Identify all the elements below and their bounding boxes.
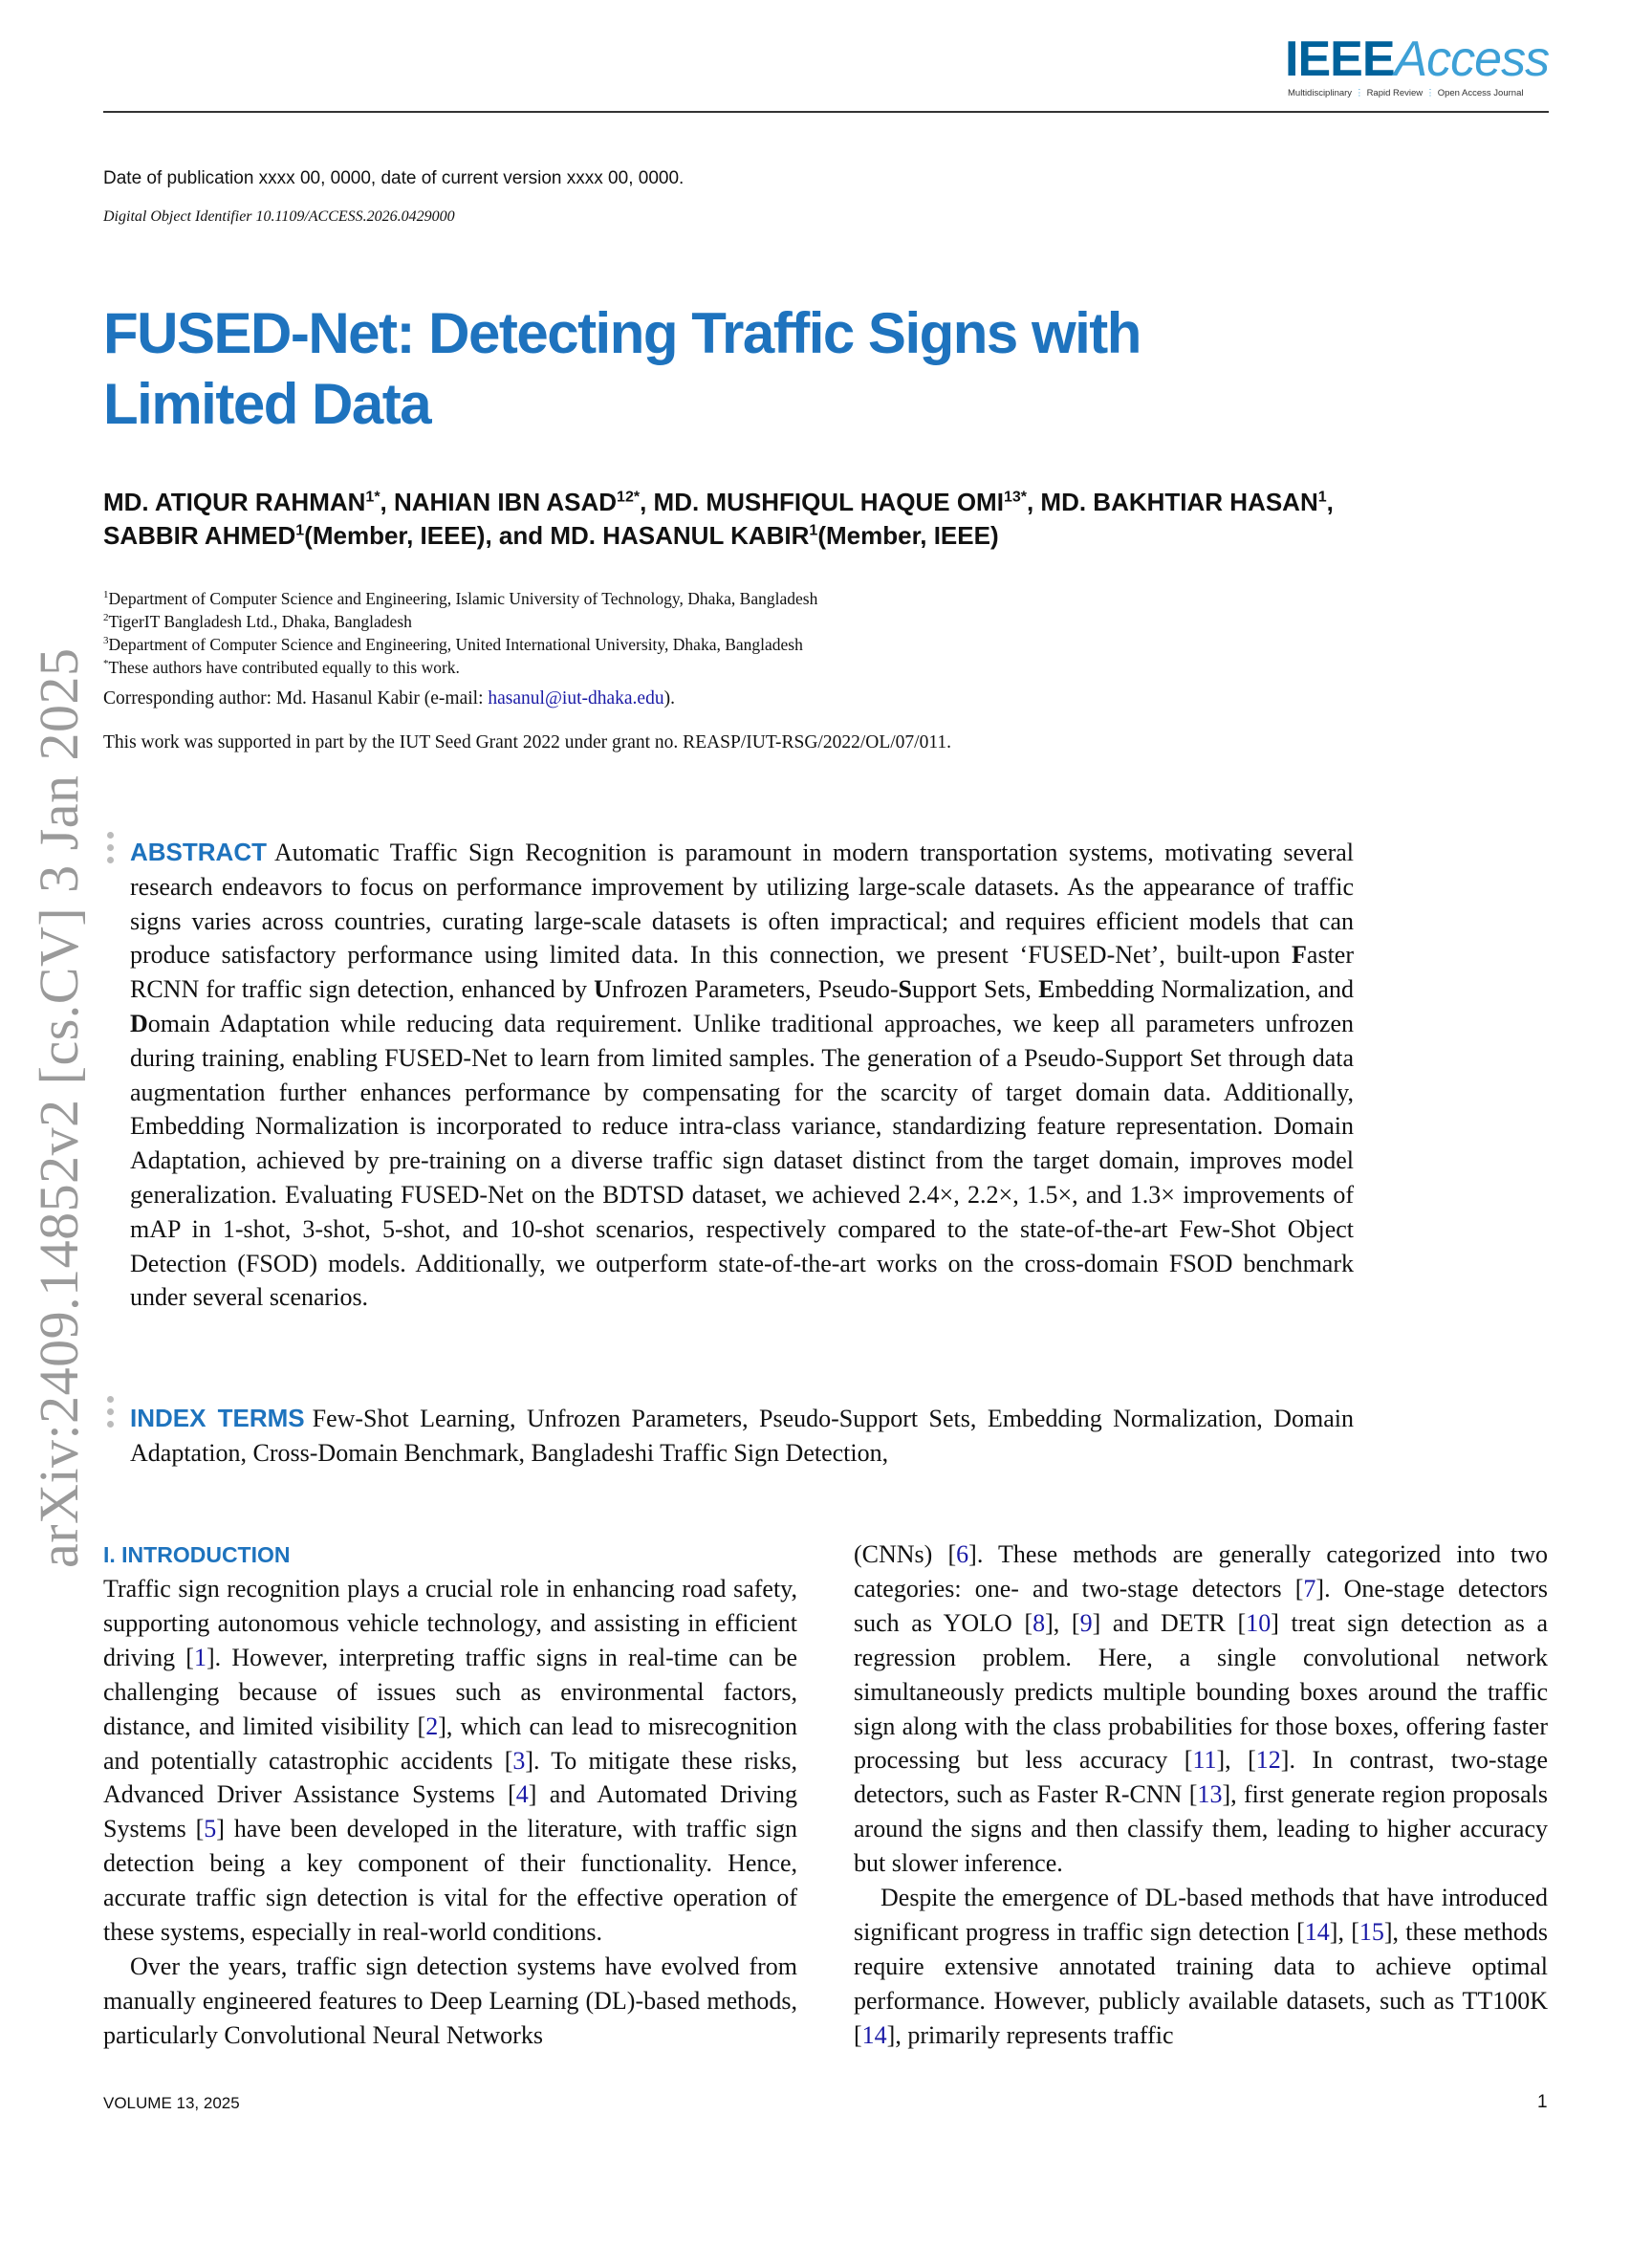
- author-name: MD. HASANUL KABIR: [550, 521, 810, 550]
- citation-link[interactable]: 13: [1197, 1780, 1223, 1809]
- doi: Digital Object Identifier 10.1109/ACCESS.2026.0429000: [103, 208, 455, 225]
- author-affil-marker: 13*: [1003, 489, 1027, 506]
- affiliation-line: [103, 633, 1346, 656]
- affiliation-text: TigerIT Bangladesh Ltd., Dhaka, Bangladesh: [108, 612, 412, 631]
- author-name: MD. ATIQUR RAHMAN: [103, 488, 366, 516]
- author-name: MD. MUSHFIQUL HAQUE OMI: [653, 488, 1004, 516]
- text-run: Over the years, traffic sign detection systems have evolved from manually engineered features to Deep Learning (DL)-based methods, particularly Convolutional Neural Networks: [103, 1952, 797, 2049]
- text-run: ]. To mitigate these risks, Advanced Driver Assistance Systems [: [103, 1746, 798, 1809]
- text-run: ], [: [1329, 1917, 1359, 1946]
- text-run: ], first generate region proposals around the signs and then classify them, leading to higher accuracy but slower inference.: [854, 1780, 1548, 1878]
- author-name: SABBIR AHMED: [103, 521, 296, 550]
- author-separator: (Member, IEEE): [817, 521, 999, 550]
- right-column: [854, 1537, 1548, 2053]
- paragraph: [854, 1537, 1548, 1881]
- affiliation-marker: *: [103, 658, 109, 670]
- funding-note: This work was supported in part by the IUT Seed Grant 2022 under grant no. REASP/IUT-RSG/2022/OL/07/011.: [103, 732, 951, 752]
- paragraph: [854, 1881, 1548, 2053]
- logo-tagline: Multidisciplinary ⋮ Rapid Review ⋮ Open Access Journal: [1288, 88, 1524, 98]
- left-column-body: [103, 1572, 797, 2053]
- right-column-body: [854, 1537, 1548, 2053]
- affiliation-line: [103, 587, 1346, 610]
- logo-wordmark: IEEEAccess: [1285, 32, 1550, 87]
- citation-link[interactable]: 9: [1079, 1608, 1093, 1637]
- text-run: ] and Automated Driving Systems [: [103, 1780, 797, 1843]
- paragraph: [103, 1950, 797, 2053]
- text-run: upport Sets,: [911, 975, 1039, 1004]
- author-affil-marker: 1: [1317, 489, 1327, 506]
- header-rule: [103, 111, 1549, 113]
- citation-link[interactable]: 8: [1032, 1608, 1046, 1637]
- citation-link[interactable]: 14: [861, 2020, 887, 2049]
- acronym-letter: D: [130, 1009, 148, 1037]
- text-run: omain Adaptation while reducing data requirement. Unlike traditional approaches, we keep all parameters unfrozen during training, enabling FUSED-Net to learn from limited samples. The generation of a Pseudo-Support Set through data augmentation further enhances performance by compensating for the scarcity of target domain data. Additionally, Embedding Normalization is incorporated to reduce intra-class variance, standardizing feature representation. Domain Adaptation, achieved by pre-training on a diverse traffic sign dataset distinct from the target domain, improves model generalization. Evaluating FUSED-Net on the BDTSD dataset, we achieved 2.4×, 2.2×, 1.5×, and 1.3× improvements of mAP in 1-shot, 3-shot, 5-shot, and 10-shot scenarios, respectively compared to the state-of-the-art Few-Shot Object Detection (FSOD) models. Additionally, we outperform state-of-the-art works on the cross-domain FSOD benchmark under several scenarios.: [130, 1009, 1354, 1312]
- index-terms-text: Few-Shot Learning, Unfrozen Parameters, Pseudo-Support Sets, Embedding Normalization, Domain Adaptation, Cross-Domain Benchmark, Bangladeshi Traffic Sign Detection,: [130, 1405, 1354, 1467]
- citation-link[interactable]: 7: [1303, 1574, 1316, 1603]
- ieee-access-logo: [1285, 32, 1550, 109]
- index-terms-label: INDEX TERMS: [130, 1404, 305, 1432]
- author-separator: (Member, IEEE), and: [304, 521, 551, 550]
- text-run: Automatic Traffic Sign Recognition is paramount in modern transportation systems, motivating several research endeavors to focus on performance improvement by utilizing large-scale datasets. As the appearance of traffic signs varies across countries, curating large-scale datasets is often impractical; and requires efficient models that can produce satisfactory performance using limited data. In this connection, we present ‘FUSED-Net’, built-upon: [130, 839, 1354, 970]
- text-run: aster RCNN for traffic sign detection, enhanced by: [130, 941, 1354, 1004]
- text-run: ], these methods require extensive annotated training data to achieve optimal performance. However, publicly available datasets, such as TT100K [: [854, 1917, 1549, 2049]
- text-run: ]. In contrast, two-stage detectors, such as Faster R-CNN [: [854, 1746, 1548, 1809]
- acronym-letter: S: [898, 975, 912, 1004]
- text-run: Traffic sign recognition plays a crucial role in enhancing road safety, supporting autonomous vehicle technology, and assisting in efficient driving [: [103, 1575, 797, 1671]
- citation-link[interactable]: 10: [1246, 1608, 1272, 1637]
- corresponding-author: Corresponding author: Md. Hasanul Kabir (e-mail: hasanul@iut-dhaka.edu).: [103, 688, 675, 709]
- author-separator: ,: [1026, 488, 1041, 516]
- text-run: ]. These methods are generally categorized into two categories: one- and two-stage detectors [: [854, 1540, 1548, 1603]
- text-run: ], which can lead to misrecognition and potentially catastrophic accidents [: [103, 1712, 798, 1775]
- footer-volume: VOLUME 13, 2025: [103, 2094, 240, 2112]
- text-run: ], primarily represents traffic: [886, 2020, 1174, 2049]
- index-terms-dots-decoration: [107, 1396, 115, 1433]
- text-run: ] treat sign detection as a regression problem. Here, a single convolutional network simultaneously predicts multiple bounding boxes around the traffic sign along with the class probabilities for those boxes, offering faster processing but less accuracy [: [854, 1608, 1548, 1775]
- page-number: 1: [1537, 2092, 1548, 2112]
- citation-link[interactable]: 15: [1359, 1917, 1384, 1946]
- author-separator: ,: [1326, 488, 1334, 516]
- affiliation-marker: 1: [103, 589, 109, 601]
- text-run: mbedding Normalization, and: [1054, 975, 1354, 1004]
- acronym-letter: U: [594, 975, 612, 1004]
- text-run: ], [: [1216, 1746, 1256, 1775]
- affiliation-text: Department of Computer Science and Engineering, United International University, Dhaka, Bangladesh: [108, 635, 803, 654]
- text-run: Despite the emergence of DL-based methods that have introduced significant progress in traffic sign detection [: [854, 1884, 1548, 1946]
- paragraph: [103, 1572, 797, 1950]
- author-list: [103, 486, 1346, 553]
- citation-link[interactable]: 2: [425, 1712, 439, 1740]
- affiliation-marker: 2: [103, 612, 109, 624]
- acronym-letter: F: [1292, 941, 1307, 970]
- arxiv-stamp: arXiv:2409.14852v2 [cs.CV] 3 Jan 2025: [28, 647, 90, 1568]
- text-run: nfrozen Parameters, Pseudo-: [611, 975, 899, 1004]
- paper-title: FUSED-Net: Detecting Traffic Signs with Limited Data: [103, 301, 1141, 436]
- index-terms: [130, 1402, 1354, 1471]
- text-run: ] have been developed in the literature, with traffic sign detection being a key component of their functionality. Hence, accurate traffic sign detection is vital for the effective operation of these systems, especially in real-world conditions.: [103, 1815, 797, 1947]
- citation-link[interactable]: 14: [1304, 1917, 1330, 1946]
- abstract-label: ABSTRACT: [130, 838, 267, 866]
- text-run: ] and DETR [: [1092, 1608, 1247, 1637]
- citation-link[interactable]: 11: [1192, 1746, 1217, 1775]
- author-separator: ,: [380, 488, 394, 516]
- affiliations: [103, 587, 1346, 679]
- author-name: NAHIAN IBN ASAD: [394, 488, 618, 516]
- text-run: ], [: [1045, 1608, 1080, 1637]
- citation-link[interactable]: 5: [204, 1815, 217, 1843]
- text-run: ]. One-stage detectors such as YOLO [: [854, 1574, 1548, 1637]
- author-affil-marker: 12*: [617, 489, 641, 506]
- citation-link[interactable]: 3: [512, 1746, 526, 1775]
- citation-link[interactable]: 6: [956, 1540, 969, 1568]
- citation-link[interactable]: 1: [193, 1643, 206, 1671]
- section-heading: I. INTRODUCTION: [103, 1542, 291, 1567]
- author-affil-marker: 1: [809, 522, 818, 539]
- acronym-letter: E: [1038, 975, 1055, 1004]
- citation-link[interactable]: 4: [515, 1780, 529, 1809]
- author-separator: ,: [640, 488, 654, 516]
- citation-link[interactable]: 12: [1255, 1746, 1281, 1775]
- abstract-body: [130, 839, 1354, 1311]
- abstract-dots-decoration: [107, 832, 115, 869]
- affiliation-text: These authors have contributed equally to this work.: [108, 658, 460, 677]
- left-column: [103, 1537, 797, 2053]
- author-name: MD. BAKHTIAR HASAN: [1040, 488, 1318, 516]
- abstract: [130, 836, 1354, 1315]
- affiliation-line: [103, 610, 1346, 633]
- author-affil-marker: 1: [295, 522, 305, 539]
- text-run: ]. However, interpreting traffic signs in real-time can be challenging because of issues such as environmental factors, distance, and limited visibility [: [103, 1643, 798, 1740]
- affiliation-text: Department of Computer Science and Engineering, Islamic University of Technology, Dhaka, Bangladesh: [108, 589, 818, 608]
- email-link[interactable]: hasanul@iut-dhaka.edu: [488, 688, 664, 709]
- publication-date: Date of publication xxxx 00, 0000, date of current version xxxx 00, 0000.: [103, 168, 685, 188]
- affiliation-line: [103, 656, 1346, 679]
- affiliation-marker: 3: [103, 635, 109, 647]
- author-affil-marker: 1*: [365, 489, 380, 506]
- text-run: (CNNs) [: [854, 1540, 957, 1568]
